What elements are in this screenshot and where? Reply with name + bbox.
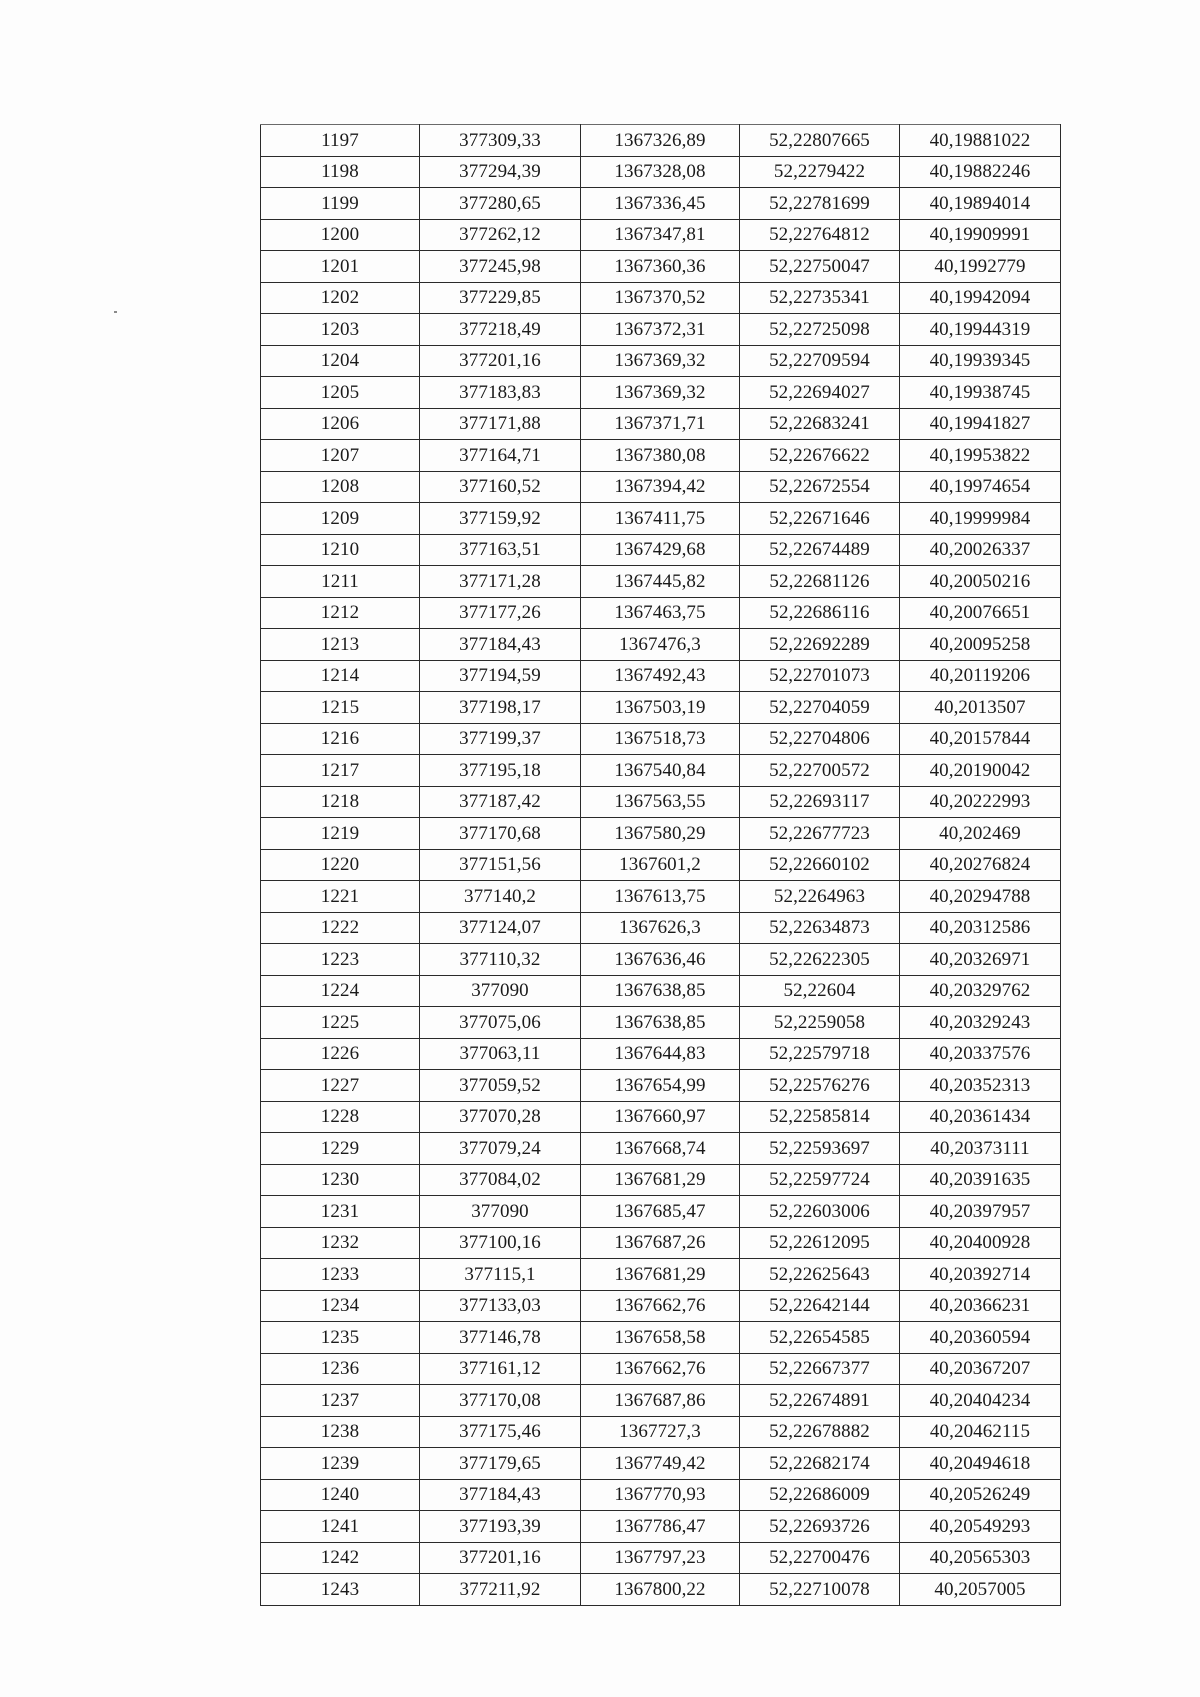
longitude-cell: 40,20119206 (900, 660, 1061, 692)
table-row (261, 1196, 1061, 1228)
point-number-cell: 1216 (261, 723, 420, 755)
table-row (261, 818, 1061, 850)
x-coordinate-cell: 377171,88 (420, 408, 581, 440)
x-coordinate-cell: 377229,85 (420, 282, 581, 314)
point-number-cell: 1229 (261, 1133, 420, 1165)
latitude-cell: 52,22681126 (740, 566, 900, 598)
longitude-cell: 40,19974654 (900, 471, 1061, 503)
longitude-cell: 40,20329762 (900, 975, 1061, 1007)
latitude-cell: 52,22807665 (740, 125, 900, 157)
table-row (261, 692, 1061, 724)
table-row (261, 1164, 1061, 1196)
longitude-cell: 40,1992779 (900, 251, 1061, 283)
y-coordinate-cell: 1367662,76 (581, 1290, 740, 1322)
point-number-cell: 1206 (261, 408, 420, 440)
latitude-cell: 52,22678882 (740, 1416, 900, 1448)
x-coordinate-cell: 377211,92 (420, 1574, 581, 1606)
point-number-cell: 1201 (261, 251, 420, 283)
longitude-cell: 40,20397957 (900, 1196, 1061, 1228)
point-number-cell: 1197 (261, 125, 420, 157)
latitude-cell: 52,22677723 (740, 818, 900, 850)
x-coordinate-cell: 377262,12 (420, 219, 581, 251)
point-number-cell: 1231 (261, 1196, 420, 1228)
x-coordinate-cell: 377201,16 (420, 345, 581, 377)
x-coordinate-cell: 377171,28 (420, 566, 581, 598)
x-coordinate-cell: 377159,92 (420, 503, 581, 535)
y-coordinate-cell: 1367770,93 (581, 1479, 740, 1511)
x-coordinate-cell: 377193,39 (420, 1511, 581, 1543)
point-number-cell: 1233 (261, 1259, 420, 1291)
point-number-cell: 1234 (261, 1290, 420, 1322)
table-row (261, 660, 1061, 692)
x-coordinate-cell: 377184,43 (420, 629, 581, 661)
point-number-cell: 1214 (261, 660, 420, 692)
table-row (261, 1322, 1061, 1354)
table-row (261, 440, 1061, 472)
latitude-cell: 52,22700476 (740, 1542, 900, 1574)
table-row (261, 534, 1061, 566)
y-coordinate-cell: 1367613,75 (581, 881, 740, 913)
x-coordinate-cell: 377201,16 (420, 1542, 581, 1574)
y-coordinate-cell: 1367336,45 (581, 188, 740, 220)
x-coordinate-cell: 377161,12 (420, 1353, 581, 1385)
point-number-cell: 1225 (261, 1007, 420, 1039)
x-coordinate-cell: 377090 (420, 975, 581, 1007)
longitude-cell: 40,19999984 (900, 503, 1061, 535)
longitude-cell: 40,20352313 (900, 1070, 1061, 1102)
latitude-cell: 52,22625643 (740, 1259, 900, 1291)
longitude-cell: 40,20400928 (900, 1227, 1061, 1259)
table-row (261, 723, 1061, 755)
y-coordinate-cell: 1367658,58 (581, 1322, 740, 1354)
table-row (261, 1542, 1061, 1574)
point-number-cell: 1222 (261, 912, 420, 944)
longitude-cell: 40,19953822 (900, 440, 1061, 472)
longitude-cell: 40,19881022 (900, 125, 1061, 157)
y-coordinate-cell: 1367492,43 (581, 660, 740, 692)
x-coordinate-cell: 377110,32 (420, 944, 581, 976)
point-number-cell: 1215 (261, 692, 420, 724)
x-coordinate-cell: 377133,03 (420, 1290, 581, 1322)
longitude-cell: 40,20095258 (900, 629, 1061, 661)
x-coordinate-cell: 377183,83 (420, 377, 581, 409)
longitude-cell: 40,20361434 (900, 1101, 1061, 1133)
x-coordinate-cell: 377146,78 (420, 1322, 581, 1354)
table-row (261, 1574, 1061, 1606)
table-row (261, 503, 1061, 535)
table-row (261, 1007, 1061, 1039)
table-row (261, 1385, 1061, 1417)
latitude-cell: 52,22700572 (740, 755, 900, 787)
point-number-cell: 1199 (261, 188, 420, 220)
y-coordinate-cell: 1367563,55 (581, 786, 740, 818)
x-coordinate-cell: 377245,98 (420, 251, 581, 283)
longitude-cell: 40,19944319 (900, 314, 1061, 346)
y-coordinate-cell: 1367372,31 (581, 314, 740, 346)
longitude-cell: 40,20549293 (900, 1511, 1061, 1543)
table-row (261, 314, 1061, 346)
latitude-cell: 52,22686009 (740, 1479, 900, 1511)
table-row (261, 786, 1061, 818)
latitude-cell: 52,2264963 (740, 881, 900, 913)
longitude-cell: 40,20526249 (900, 1479, 1061, 1511)
point-number-cell: 1211 (261, 566, 420, 598)
latitude-cell: 52,22634873 (740, 912, 900, 944)
latitude-cell: 52,22781699 (740, 188, 900, 220)
x-coordinate-cell: 377151,56 (420, 849, 581, 881)
coordinates-table (260, 124, 1061, 1606)
x-coordinate-cell: 377175,46 (420, 1416, 581, 1448)
latitude-cell: 52,22735341 (740, 282, 900, 314)
longitude-cell: 40,20050216 (900, 566, 1061, 598)
x-coordinate-cell: 377194,59 (420, 660, 581, 692)
point-number-cell: 1210 (261, 534, 420, 566)
longitude-cell: 40,19939345 (900, 345, 1061, 377)
point-number-cell: 1203 (261, 314, 420, 346)
table-row (261, 282, 1061, 314)
x-coordinate-cell: 377170,68 (420, 818, 581, 850)
y-coordinate-cell: 1367685,47 (581, 1196, 740, 1228)
x-coordinate-cell: 377280,65 (420, 188, 581, 220)
latitude-cell: 52,22682174 (740, 1448, 900, 1480)
longitude-cell: 40,20329243 (900, 1007, 1061, 1039)
x-coordinate-cell: 377140,2 (420, 881, 581, 913)
point-number-cell: 1212 (261, 597, 420, 629)
point-number-cell: 1204 (261, 345, 420, 377)
table-row (261, 1227, 1061, 1259)
latitude-cell: 52,22686116 (740, 597, 900, 629)
latitude-cell: 52,22585814 (740, 1101, 900, 1133)
latitude-cell: 52,22604 (740, 975, 900, 1007)
latitude-cell: 52,22750047 (740, 251, 900, 283)
latitude-cell: 52,2259058 (740, 1007, 900, 1039)
point-number-cell: 1238 (261, 1416, 420, 1448)
y-coordinate-cell: 1367626,3 (581, 912, 740, 944)
latitude-cell: 52,22654585 (740, 1322, 900, 1354)
x-coordinate-cell: 377187,42 (420, 786, 581, 818)
x-coordinate-cell: 377163,51 (420, 534, 581, 566)
table-row (261, 1448, 1061, 1480)
longitude-cell: 40,20337576 (900, 1038, 1061, 1070)
x-coordinate-cell: 377063,11 (420, 1038, 581, 1070)
longitude-cell: 40,19938745 (900, 377, 1061, 409)
table-row (261, 188, 1061, 220)
latitude-cell: 52,22709594 (740, 345, 900, 377)
y-coordinate-cell: 1367800,22 (581, 1574, 740, 1606)
longitude-cell: 40,20222993 (900, 786, 1061, 818)
point-number-cell: 1237 (261, 1385, 420, 1417)
point-number-cell: 1208 (261, 471, 420, 503)
longitude-cell: 40,202469 (900, 818, 1061, 850)
latitude-cell: 52,22704806 (740, 723, 900, 755)
longitude-cell: 40,20312586 (900, 912, 1061, 944)
point-number-cell: 1198 (261, 156, 420, 188)
point-number-cell: 1200 (261, 219, 420, 251)
table-row (261, 1070, 1061, 1102)
y-coordinate-cell: 1367660,97 (581, 1101, 740, 1133)
table-row (261, 1290, 1061, 1322)
x-coordinate-cell: 377100,16 (420, 1227, 581, 1259)
point-number-cell: 1227 (261, 1070, 420, 1102)
y-coordinate-cell: 1367360,36 (581, 251, 740, 283)
point-number-cell: 1217 (261, 755, 420, 787)
table-row (261, 566, 1061, 598)
table-row (261, 1101, 1061, 1133)
latitude-cell: 52,22764812 (740, 219, 900, 251)
table-row (261, 1259, 1061, 1291)
latitude-cell: 52,22671646 (740, 503, 900, 535)
point-number-cell: 1243 (261, 1574, 420, 1606)
point-number-cell: 1202 (261, 282, 420, 314)
table-row (261, 912, 1061, 944)
x-coordinate-cell: 377090 (420, 1196, 581, 1228)
x-coordinate-cell: 377218,49 (420, 314, 581, 346)
y-coordinate-cell: 1367369,32 (581, 345, 740, 377)
longitude-cell: 40,20326971 (900, 944, 1061, 976)
latitude-cell: 52,22667377 (740, 1353, 900, 1385)
y-coordinate-cell: 1367687,26 (581, 1227, 740, 1259)
table-row (261, 629, 1061, 661)
longitude-cell: 40,19882246 (900, 156, 1061, 188)
point-number-cell: 1213 (261, 629, 420, 661)
x-coordinate-cell: 377294,39 (420, 156, 581, 188)
x-coordinate-cell: 377084,02 (420, 1164, 581, 1196)
point-number-cell: 1226 (261, 1038, 420, 1070)
longitude-cell: 40,2057005 (900, 1574, 1061, 1606)
table-row (261, 975, 1061, 1007)
x-coordinate-cell: 377179,65 (420, 1448, 581, 1480)
point-number-cell: 1230 (261, 1164, 420, 1196)
latitude-cell: 52,22579718 (740, 1038, 900, 1070)
point-number-cell: 1228 (261, 1101, 420, 1133)
y-coordinate-cell: 1367654,99 (581, 1070, 740, 1102)
point-number-cell: 1219 (261, 818, 420, 850)
y-coordinate-cell: 1367662,76 (581, 1353, 740, 1385)
x-coordinate-cell: 377177,26 (420, 597, 581, 629)
point-number-cell: 1232 (261, 1227, 420, 1259)
point-number-cell: 1239 (261, 1448, 420, 1480)
longitude-cell: 40,19942094 (900, 282, 1061, 314)
longitude-cell: 40,19909991 (900, 219, 1061, 251)
point-number-cell: 1223 (261, 944, 420, 976)
point-number-cell: 1209 (261, 503, 420, 535)
y-coordinate-cell: 1367727,3 (581, 1416, 740, 1448)
point-number-cell: 1218 (261, 786, 420, 818)
table-row (261, 251, 1061, 283)
y-coordinate-cell: 1367380,08 (581, 440, 740, 472)
y-coordinate-cell: 1367463,75 (581, 597, 740, 629)
latitude-cell: 52,22683241 (740, 408, 900, 440)
latitude-cell: 52,22576276 (740, 1070, 900, 1102)
longitude-cell: 40,20391635 (900, 1164, 1061, 1196)
latitude-cell: 52,22692289 (740, 629, 900, 661)
table-row (261, 1511, 1061, 1543)
table-row (261, 345, 1061, 377)
point-number-cell: 1224 (261, 975, 420, 1007)
table-row (261, 1133, 1061, 1165)
coordinates-table-body (261, 125, 1061, 1606)
x-coordinate-cell: 377164,71 (420, 440, 581, 472)
y-coordinate-cell: 1367668,74 (581, 1133, 740, 1165)
x-coordinate-cell: 377124,07 (420, 912, 581, 944)
y-coordinate-cell: 1367601,2 (581, 849, 740, 881)
table-row (261, 377, 1061, 409)
latitude-cell: 52,22676622 (740, 440, 900, 472)
point-number-cell: 1205 (261, 377, 420, 409)
longitude-cell: 40,20367207 (900, 1353, 1061, 1385)
y-coordinate-cell: 1367326,89 (581, 125, 740, 157)
table-row (261, 125, 1061, 157)
table-row (261, 1038, 1061, 1070)
longitude-cell: 40,20076651 (900, 597, 1061, 629)
longitude-cell: 40,20462115 (900, 1416, 1061, 1448)
y-coordinate-cell: 1367797,23 (581, 1542, 740, 1574)
latitude-cell: 52,22672554 (740, 471, 900, 503)
longitude-cell: 40,20026337 (900, 534, 1061, 566)
y-coordinate-cell: 1367518,73 (581, 723, 740, 755)
longitude-cell: 40,20294788 (900, 881, 1061, 913)
longitude-cell: 40,20494618 (900, 1448, 1061, 1480)
latitude-cell: 52,22710078 (740, 1574, 900, 1606)
x-coordinate-cell: 377070,28 (420, 1101, 581, 1133)
y-coordinate-cell: 1367638,85 (581, 975, 740, 1007)
x-coordinate-cell: 377195,18 (420, 755, 581, 787)
table-row (261, 1479, 1061, 1511)
x-coordinate-cell: 377075,06 (420, 1007, 581, 1039)
latitude-cell: 52,2279422 (740, 156, 900, 188)
table-row (261, 849, 1061, 881)
y-coordinate-cell: 1367681,29 (581, 1164, 740, 1196)
y-coordinate-cell: 1367681,29 (581, 1259, 740, 1291)
x-coordinate-cell: 377170,08 (420, 1385, 581, 1417)
y-coordinate-cell: 1367371,71 (581, 408, 740, 440)
longitude-cell: 40,20360594 (900, 1322, 1061, 1354)
x-coordinate-cell: 377079,24 (420, 1133, 581, 1165)
longitude-cell: 40,2013507 (900, 692, 1061, 724)
longitude-cell: 40,20565303 (900, 1542, 1061, 1574)
point-number-cell: 1240 (261, 1479, 420, 1511)
longitude-cell: 40,20392714 (900, 1259, 1061, 1291)
table-row (261, 471, 1061, 503)
table-row (261, 755, 1061, 787)
longitude-cell: 40,20404234 (900, 1385, 1061, 1417)
table-row (261, 1416, 1061, 1448)
longitude-cell: 40,19941827 (900, 408, 1061, 440)
table-row (261, 219, 1061, 251)
y-coordinate-cell: 1367328,08 (581, 156, 740, 188)
latitude-cell: 52,22693726 (740, 1511, 900, 1543)
latitude-cell: 52,22593697 (740, 1133, 900, 1165)
latitude-cell: 52,22622305 (740, 944, 900, 976)
point-number-cell: 1241 (261, 1511, 420, 1543)
y-coordinate-cell: 1367347,81 (581, 219, 740, 251)
x-coordinate-cell: 377059,52 (420, 1070, 581, 1102)
y-coordinate-cell: 1367636,46 (581, 944, 740, 976)
y-coordinate-cell: 1367786,47 (581, 1511, 740, 1543)
longitude-cell: 40,19894014 (900, 188, 1061, 220)
point-number-cell: 1221 (261, 881, 420, 913)
latitude-cell: 52,22693117 (740, 786, 900, 818)
y-coordinate-cell: 1367429,68 (581, 534, 740, 566)
longitude-cell: 40,20190042 (900, 755, 1061, 787)
x-coordinate-cell: 377198,17 (420, 692, 581, 724)
y-coordinate-cell: 1367687,86 (581, 1385, 740, 1417)
y-coordinate-cell: 1367540,84 (581, 755, 740, 787)
latitude-cell: 52,22725098 (740, 314, 900, 346)
longitude-cell: 40,20157844 (900, 723, 1061, 755)
latitude-cell: 52,22674891 (740, 1385, 900, 1417)
point-number-cell: 1236 (261, 1353, 420, 1385)
y-coordinate-cell: 1367644,83 (581, 1038, 740, 1070)
y-coordinate-cell: 1367580,29 (581, 818, 740, 850)
y-coordinate-cell: 1367749,42 (581, 1448, 740, 1480)
y-coordinate-cell: 1367394,42 (581, 471, 740, 503)
latitude-cell: 52,22603006 (740, 1196, 900, 1228)
scan-speck (114, 311, 117, 313)
latitude-cell: 52,22642144 (740, 1290, 900, 1322)
x-coordinate-cell: 377309,33 (420, 125, 581, 157)
latitude-cell: 52,22694027 (740, 377, 900, 409)
y-coordinate-cell: 1367411,75 (581, 503, 740, 535)
x-coordinate-cell: 377115,1 (420, 1259, 581, 1291)
latitude-cell: 52,22704059 (740, 692, 900, 724)
table-row (261, 1353, 1061, 1385)
table-row (261, 944, 1061, 976)
point-number-cell: 1235 (261, 1322, 420, 1354)
y-coordinate-cell: 1367445,82 (581, 566, 740, 598)
point-number-cell: 1207 (261, 440, 420, 472)
latitude-cell: 52,22701073 (740, 660, 900, 692)
latitude-cell: 52,22597724 (740, 1164, 900, 1196)
latitude-cell: 52,22674489 (740, 534, 900, 566)
y-coordinate-cell: 1367369,32 (581, 377, 740, 409)
y-coordinate-cell: 1367370,52 (581, 282, 740, 314)
y-coordinate-cell: 1367476,3 (581, 629, 740, 661)
latitude-cell: 52,22612095 (740, 1227, 900, 1259)
point-number-cell: 1242 (261, 1542, 420, 1574)
x-coordinate-cell: 377184,43 (420, 1479, 581, 1511)
y-coordinate-cell: 1367503,19 (581, 692, 740, 724)
x-coordinate-cell: 377199,37 (420, 723, 581, 755)
point-number-cell: 1220 (261, 849, 420, 881)
longitude-cell: 40,20373111 (900, 1133, 1061, 1165)
longitude-cell: 40,20276824 (900, 849, 1061, 881)
longitude-cell: 40,20366231 (900, 1290, 1061, 1322)
table-row (261, 597, 1061, 629)
table-row (261, 408, 1061, 440)
latitude-cell: 52,22660102 (740, 849, 900, 881)
table-row (261, 881, 1061, 913)
table-row (261, 156, 1061, 188)
x-coordinate-cell: 377160,52 (420, 471, 581, 503)
y-coordinate-cell: 1367638,85 (581, 1007, 740, 1039)
